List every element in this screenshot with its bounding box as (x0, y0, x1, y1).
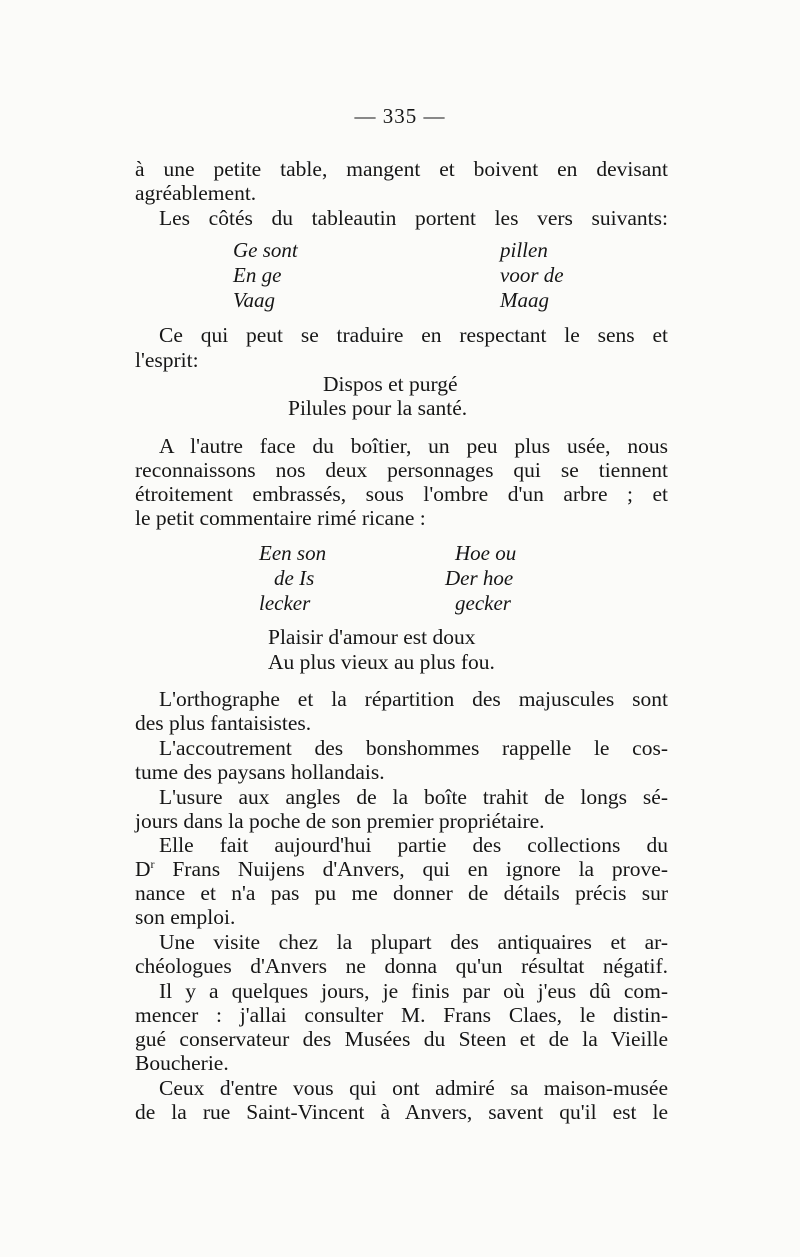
verse-line: En ge (233, 263, 282, 287)
translation-line: Pilules pour la santé. (288, 396, 468, 420)
verse-line: Ge sont (233, 238, 298, 262)
paragraph-line: Ceux d'entre vous qui ont admiré sa maison-musée (159, 1076, 668, 1100)
translation-line: Dispos et purgé (323, 372, 458, 396)
title-abbrev: D (135, 857, 151, 881)
paragraph-line: L'usure aux angles de la boîte trahit de longs sé- (159, 785, 668, 809)
verse-line: Een son (259, 541, 327, 565)
paragraph-line: Les côtés du tableautin portent les vers suivants: (159, 206, 668, 230)
verse-left-column (233, 238, 298, 313)
paragraph-line: agréablement. (135, 181, 257, 205)
paragraph-line: de la rue Saint-Vincent à Anvers, savent qu'il est le (135, 1100, 668, 1124)
verse-line: Vaag (233, 288, 275, 312)
verse-line: Der hoe (445, 566, 514, 590)
paragraph-line: gué conservateur des Musées du Steen et de la Vieille (135, 1027, 668, 1051)
paragraph-line: son emploi. (135, 905, 236, 929)
paragraph-text: Frans Nuijens d'Anvers, qui en ignore la prove- (154, 857, 668, 881)
paragraph-line: nance et n'a pas pu me donner de détails précis sur (135, 881, 668, 905)
verse-line: Hoe ou (455, 541, 517, 565)
verse-line: pillen (500, 238, 548, 262)
verse-line: gecker (455, 591, 511, 615)
verse-right-column (500, 238, 564, 313)
page-number: — 335 — (354, 104, 446, 128)
verse-line: de Is (274, 566, 315, 590)
paragraph-line: le petit commentaire rimé ricane : (135, 506, 426, 530)
paragraph-line: reconnaissons nos deux personnages qui se tiennent (135, 458, 668, 482)
paragraph-line: Ce qui peut se traduire en respectant le sens et (159, 323, 668, 347)
verse-line: Maag (500, 288, 549, 312)
paragraph-line: chéologues d'Anvers ne donna qu'un résultat négatif. (135, 954, 668, 978)
paragraph-line: jours dans la poche de son premier propriétaire. (135, 809, 545, 833)
paragraph-line: L'accoutrement des bonshommes rappelle le cos- (159, 736, 668, 760)
paragraph-line: étroitement embrassés, sous l'ombre d'un arbre ; et (135, 482, 668, 506)
paragraph-line: l'esprit: (135, 348, 199, 372)
paragraph-line (135, 857, 668, 882)
translation-line: Plaisir d'amour est doux (268, 625, 476, 649)
verse-line: voor de (500, 263, 564, 287)
paragraph-line: L'orthographe et la répartition des majuscules sont (159, 687, 668, 711)
translation-line: Au plus vieux au plus fou. (268, 650, 495, 674)
paragraph-line: Elle fait aujourd'hui partie des collections du (159, 833, 668, 857)
paragraph-line: Boucherie. (135, 1051, 229, 1075)
verse-line: lecker (259, 591, 311, 615)
title-abbrev-superscript: r (150, 856, 155, 871)
paragraph-line: des plus fantaisistes. (135, 711, 312, 735)
paragraph-line: A l'autre face du boîtier, un peu plus usée, nous (159, 434, 668, 458)
paragraph-line: Une visite chez la plupart des antiquaires et ar- (159, 930, 668, 954)
paragraph-line: mencer : j'allai consulter M. Frans Claes, le distin- (135, 1003, 668, 1027)
verse-right-column (445, 541, 517, 616)
paragraph-line: tume des paysans hollandais. (135, 760, 385, 784)
paragraph-line: Il y a quelques jours, je finis par où j'eus dû com- (159, 979, 668, 1003)
paragraph-line: à une petite table, mangent et boivent en devisant (135, 157, 668, 181)
verse-left-column (259, 541, 326, 616)
